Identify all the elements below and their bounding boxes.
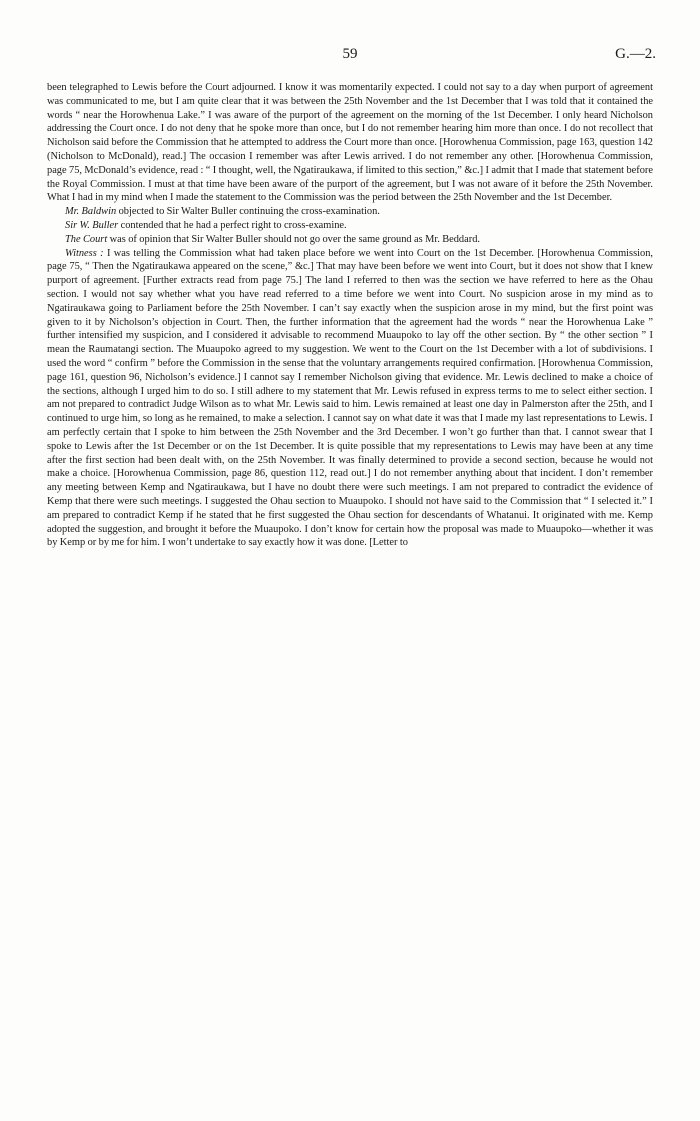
paragraph-text: objected to Sir Walter Buller continuing the cross-examination. xyxy=(116,206,380,218)
page-number: 59 xyxy=(342,46,358,62)
paragraph xyxy=(47,233,653,247)
paragraph-text: I was telling the Commission what had taken place before we went into Court on the 1st December. [Horowhenua Commission, page 75, “ Then the Ngatiraukawa appeared on the scene,” &c.] That may have been before we went into Court, but it does not show that I knew purport of agreement. [Further extracts read from page 75.] The land I referred to then was the section we have referred to here as the Ohau section. I would not say whether what you have read referred to a time before we went into Court. No suspicion arose in my mind as to Ngatiraukawa going to Parliament before the 25th November. I can’t say exactly when the suspicion arose in my mind, but the first point was given to it by Nicholson’s objection in Court. Then, the further information that the agreement had the words “ near the Horowhenua Lake ” further intensified my suspicion, and I considered it advisable to recommend Muaupoko to lay off the other section. By “ the other section ” I mean the Raumatangi section. The Muaupoko agreed to my suggestion. We went to the Court on the 1st December with a lot of subdivisions. I used the word “ confirm ” before the Commission in the sense that the voluntary arrangements required confirmation. [Horowhenua Commission, page 161, question 96, Nicholson’s evidence.] I cannot say I remember Nicholson giving that evidence. Mr. Lewis declined to make a choice of the sections, although I urged him to do so. I still adhere to my statement that Mr. Lewis refused in express terms to me to select either section. I am not prepared to contradict Judge Wilson as to what Mr. Lewis said to him. Lewis remained at least one day in Palmerston after the 25th, and I continued to urge him, so long as he remained, to make a selection. I cannot say on what date it was that I made my last representations to Lewis. I am perfectly certain that I spoke to him between the 25th November and the 3rd December. I won’t go further than that. I cannot swear that I spoke to Lewis after the 1st December or on the 1st December. It is quite possible that my representations to Lewis may have been at any time after the first section had been dealt with, on the 25th November. It was finally determined to provide a second section, because he would not make a choice. [Horowhenua Commission, page 86, question 112, read out.] I do not remember anything about that incident. I don’t remember any meeting between Kemp and Ngatiraukawa, but I have no doubt there were such meetings. I am not prepared to contradict the evidence of Kemp that there were such meetings. I suggested the Ohau section to Muaupoko. I should not have said to the Commission that “ I selected it.” I am prepared to contradict Kemp if he stated that he first suggested the Ohau section for descendants of Whatanui. It originated with me. Kemp adopted the suggestion, and brought it before the Muaupoko. I don’t know for certain how the proposal was made to Muaupoko—whether it was by Kemp or by me for him. I won’t undertake to say exactly how it was done. [Letter to xyxy=(47,247,653,549)
page-header xyxy=(44,46,656,68)
paragraph-text: been telegraphed to Lewis before the Court adjourned. I know it was momentarily expected. I could not say to a day when purport of agreement was communicated to me, but I am quite clear that it was between the 25th November and the 1st December that I was told that it contained the words “ near the Horowhenua Lake.” I was aware of the purport of the agreement on the morning of the 1st December. I only heard Nicholson addressing the Court once. I do not deny that he spoke more than once, but I do not remember hearing him more than once. I do not recollect that Nicholson said before the Commission that he attempted to address the Court more than once. [Horowhenua Commission, page 163, question 142 (Nicholson to McDonald), read.] The occasion I remember was after Lewis arrived. I do not remember any other. [Horowhenua Commission, page 75, McDonald’s evidence, read : “ I thought, well, the Ngatiraukawa, if limited to this section,” &c.] I admit that I made that statement before the Royal Commission. I must at that time have been aware of the purport of the agreement, but I was not aware of it before the 25th November. What I had in my mind when I made the statement to the Commission was the period between the 25th November and the 1st December. xyxy=(47,82,653,204)
speaker-label: Mr. Baldwin xyxy=(65,206,117,218)
speaker-label: The Court xyxy=(65,233,108,245)
document-body xyxy=(47,81,653,550)
paragraph-text: was of opinion that Sir Walter Buller should not go over the same ground as Mr. Beddard. xyxy=(107,233,480,245)
speaker-label: Sir W. Buller xyxy=(65,219,119,231)
paragraph xyxy=(47,205,653,219)
paragraph xyxy=(47,219,653,233)
speaker-label: Witness : xyxy=(65,247,104,259)
paragraph xyxy=(47,81,653,205)
paragraph xyxy=(47,247,653,551)
document-reference: G.—2. xyxy=(615,46,656,62)
paragraph-text: contended that he had a perfect right to cross-examine. xyxy=(118,219,347,231)
